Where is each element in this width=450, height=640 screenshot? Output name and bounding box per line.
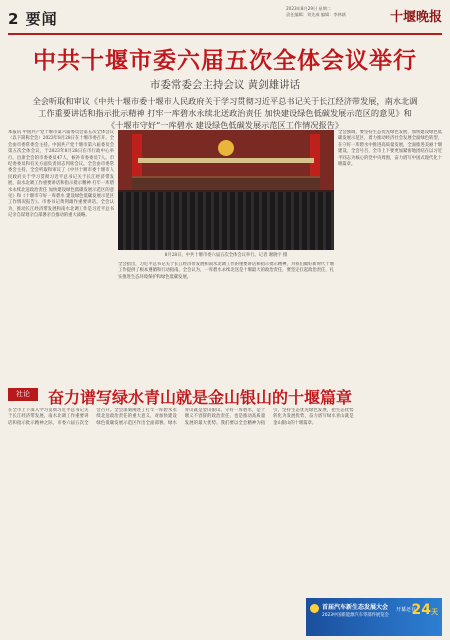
sub-headline: 市委常委会主持会议 黄剑雄讲话	[149, 79, 301, 91]
article-column-left: 本报讯 中国共产党十堰市第六届委员会第五次全体会议（以下简称全会）2023年8月28日在十堰市委召开。全会由市委常委会主持。中国共产党十堰市第六届委员会第五次全体会议，于2023年8月28日在市行政中心举行。出席全会的市委委员47人，候补市委委员7人。市纪委委员和有关方面负责同志列席会议。全会由市委常委会主持。全会听取和审议了《中共十堰市委十堰市人民政府关于学习贯彻习近平总书记关于长江经济带发展，南水北调工作重要讲话和指示批示精神 打牢一库碧水永续北送政治责任 加快建设绿色低碳发展示范区的意见》和《十堰市守好一库碧水 建设绿色低碳发展示范区工作情况报告》。市委书记黄剑雄作重要讲话。全会认为，推动长江经济带发展和南水北调工作是习近平总书记亲自谋划亲自部署亲自推动的重大战略。	[8, 130, 114, 219]
main-headline: 中共十堰市委六届五次全体会议举行	[33, 48, 417, 74]
deck-summary: 全会听取和审议《中共十堰市委十堰市人民政府关于学习贯彻习近平总书记关于长江经济带发展，南水北调工作重要讲话和指示批示精神 打牢一库碧水永续北送政治责任 加快建设绿色低碳发展示范区的意见》和《十堰市守好“一库碧水 建设绿色低碳发展示范区工作情况报告》	[32, 96, 418, 130]
ad-countdown-label: 开幕还有	[395, 607, 416, 613]
stage-banner	[138, 158, 314, 163]
rostrum	[132, 176, 320, 190]
expo-logo-icon	[310, 604, 319, 613]
issue-meta	[286, 6, 366, 18]
ad-countdown-number: 24	[411, 602, 431, 618]
ad-countdown-unit: 天	[431, 608, 438, 616]
issue-date: 2023年8月29日 星期二	[286, 6, 332, 11]
ad-countdown-days	[412, 602, 438, 618]
meeting-photo	[118, 130, 334, 250]
ad-title: 首届汽车新生态发展大会	[322, 604, 389, 611]
issue-editors: 责任编辑：刘先威 编辑：李林斌	[286, 12, 346, 17]
header-rule	[8, 33, 442, 35]
article-column-middle: 全会指出，习近平总书记关于长江经济带发展和南水北调工作的重要讲话和指示批示精神，为我们做好新时代十堰工作提供了根本遵循和行动指南。全会认为，一库碧水永续北送是十堰最大的政治责任，要坚定扛起政治责任，扎实推进生态环境保护和绿色低碳发展。	[118, 262, 334, 280]
editorial-tag: 社论	[8, 388, 38, 401]
newspaper-logo: 十堰晚报	[389, 10, 442, 25]
page-header	[0, 0, 450, 36]
red-flag-right	[310, 134, 320, 178]
red-flag-left	[132, 134, 142, 178]
editorial-title: 奋力谱写绿水青山就是金山银山的十堰篇章	[48, 388, 353, 407]
expo-advertisement[interactable]	[306, 598, 442, 636]
ad-subtitle: 2023中国新能源汽车零部件展览会	[322, 613, 389, 618]
section-number: 2 要闻	[8, 10, 58, 28]
audience	[118, 192, 334, 250]
photo-caption: 8月28日，中共十堰市委六届五次全体会议举行。记者 谢晓宇 摄	[164, 253, 288, 258]
editorial-header	[8, 385, 442, 407]
editorial-body: 在全市上下深入学习贯彻习近平总书记关于长江经济带发展，南水北调工作重要讲话和指示批示精神之际，市委六届五次全会召开。全会深刻阐述了打牢一库碧水永续北送政治责任的重大意义，对加快建设绿色低碳发展示范区作出全面部署。绿水青山就是金山银山。守好一库碧水，是十堰义不容辞的政治责任，也是推动高质量发展的最大优势。我们要以全会精神为指引，坚持生态优先绿色发展，把生态优势转化为发展优势，奋力谱写绿水青山就是金山银山的十堰篇章。	[8, 408, 354, 426]
article-column-right: 全会强调，要坚持生态优先绿色发展，加快建设绿色低碳发展示范区，着力推动经济社会发展全面绿色转型，在守好一库碧水中推进高质量发展，全面推进美丽十堰建设。全会号召，全市上下要更加紧密地团结在以习近平同志为核心的党中央周围，奋力谱写中国式现代化十堰篇章。	[338, 130, 442, 168]
emblem-icon	[218, 140, 234, 156]
